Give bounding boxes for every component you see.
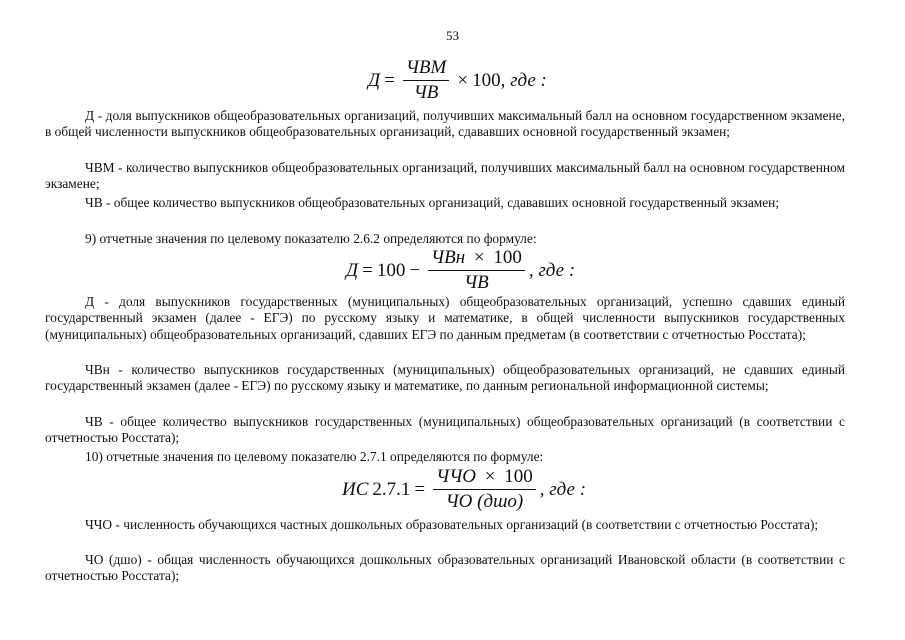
formula-2-suffix: , где :	[528, 259, 576, 281]
formula-3-numerator	[433, 467, 536, 490]
formula-1	[368, 58, 547, 103]
formula-2	[346, 248, 575, 293]
paragraph-chv2-definition: ЧВ - общее количество выпускников государственных (муниципальных) общеобразовательных организаций (в соответствии с отчетностью Росстата);	[45, 414, 845, 446]
formula-1-times: ×	[457, 69, 469, 91]
formula-1-multiplier: 100	[472, 69, 501, 91]
paragraph-chcho-definition: ЧЧО - численность обучающихся частных дошкольных образовательных организаций (в соответствии с отчетностью Росстата);	[85, 517, 819, 532]
formula-1-fraction	[403, 58, 450, 103]
formula-3-numerator-mult: 100	[504, 466, 533, 487]
paragraph-cho-definition: ЧО (дшо) - общая численность обучающихся дошкольных образовательных организаций Ивановской области (в соответствии с отчетностью Росстата);	[45, 552, 845, 584]
formula-3-lhs-index: 2.7.1	[372, 478, 411, 500]
formula-3-suffix: , где :	[539, 478, 587, 500]
paragraph-d2-definition: Д - доля выпускников государственных (муниципальных) общеобразовательных организаций, успешно сдавших единый государственный экзамен (далее - ЕГЭ) по русскому языку и математике, в общей численности выпускников государственных (муниципальных) общеобразовательных организаций, сдавших ЕГЭ по данным предметам (в соответствии с отчетностью Росстата);	[45, 294, 845, 342]
formula-3-times: ×	[484, 466, 496, 487]
formula-2-equals: =	[362, 259, 373, 281]
formula-1-lhs: Д	[368, 69, 381, 91]
formula-3-numerator-var: ЧЧО	[436, 466, 477, 487]
formula-3-denominator: ЧО (дшо)	[445, 491, 524, 512]
formula-2-numerator-mult: 100	[493, 247, 522, 268]
formula-3-fraction	[433, 467, 536, 512]
formula-2-base: 100	[376, 259, 406, 281]
formula-2-numerator-var: ЧВн	[431, 247, 466, 268]
formula-3-equals: =	[414, 478, 426, 500]
formula-2-denominator: ЧВ	[464, 272, 489, 293]
formula-3-lhs-var: ИС	[342, 478, 369, 500]
paragraph-item-10: 10) отчетные значения по целевому показателю 2.7.1 определяются по формуле:	[85, 449, 544, 464]
formula-3	[342, 467, 586, 512]
paragraph-d-definition: Д - доля выпускников общеобразовательных организаций, получивших максимальный балл на основном государственном экзамене, в общей численности выпускников общеобразовательных организаций, сдававших основной государственный экзамен;	[45, 108, 845, 140]
paragraph-item-9: 9) отчетные значения по целевому показателю 2.6.2 определяются по формуле:	[85, 231, 537, 246]
paragraph-chvn-definition: ЧВн - количество выпускников государственных (муниципальных) общеобразовательных организаций, не сдавших единый государственный экзамен (далее - ЕГЭ) по русскому языку и математике, по данным региональной информационной системы;	[45, 362, 845, 394]
paragraph-chvm-definition: ЧВМ - количество выпускников общеобразовательных организаций, получивших максимальный балл на основном государственном экзамене;	[45, 160, 845, 192]
formula-1-equals: =	[384, 69, 395, 91]
formula-2-minus: −	[409, 259, 421, 281]
formula-1-denominator: ЧВ	[413, 82, 439, 103]
formula-1-suffix: , где :	[500, 69, 547, 91]
page-number: 53	[446, 28, 459, 43]
formula-1-numerator: ЧВМ	[403, 58, 450, 81]
paragraph-chv-definition: ЧВ - общее количество выпускников общеобразовательных организаций, сдававших основной государственный экзамен;	[85, 195, 780, 210]
formula-2-numerator	[428, 248, 525, 271]
formula-2-fraction	[428, 248, 525, 293]
formula-2-lhs: Д	[346, 259, 359, 281]
formula-2-times: ×	[473, 247, 485, 268]
